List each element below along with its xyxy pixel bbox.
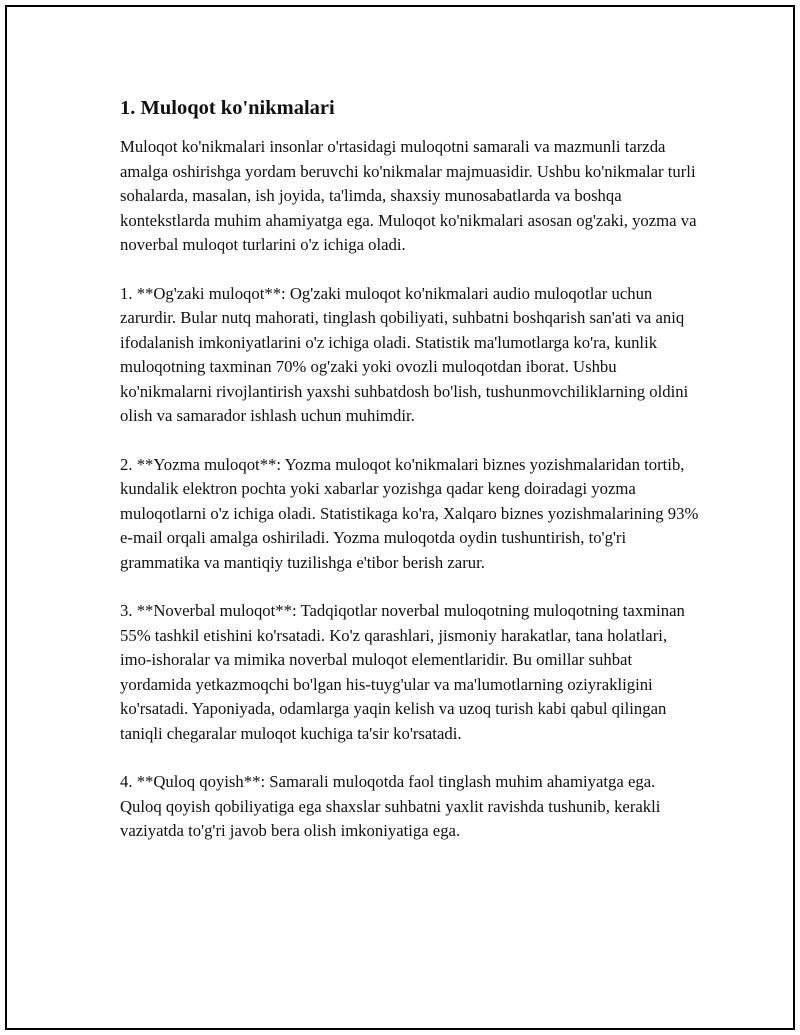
oral-communication-paragraph: 1. **Og'zaki muloqot**: Og'zaki muloqot ko'nikmalari audio muloqotlar uchun zarurdir. Bular nutq mahorati, tinglash qobiliyati, suhbatni boshqarish san'ati va aniq ifodalanish imkoniyatlarini o'z ichiga oladi. Statistik ma'lumotlarga ko'ra, kunlik muloqotning taxminan 70% og'zaki yoki ovozli muloqotdan iborat. Ushbu ko'nikmalarni rivojlantirish yaxshi suhbatdosh bo'lish, tushunmovchiliklarning oldini olish va samarador ishlash uchun muhimdir. [120,283,689,425]
written-communication-paragraph: 2. **Yozma muloqot**: Yozma muloqot ko'nikmalari biznes yozishmalaridan tortib, kundalik elektron pochta yoki xabarlar yozishga qadar keng doiradagi yozma muloqotlarni o'z ichiga oladi. Statistikaga ko'ra, Xalqaro biznes yozishmalarining 93% e-mail orqali amalga oshiriladi. Yozma muloqotda oydin tushuntirish, to'g'ri grammatika va mantiqiy tuzilishga e'tibor berish zarur. [120,454,699,572]
document-body [120,95,700,868]
section-heading: 1. Muloqot ko'nikmalari [120,97,335,119]
page-frame [5,5,795,1030]
listening-paragraph: 4. **Quloq qoyish**: Samarali muloqotda faol tinglash muhim ahamiyatga ega. Quloq qoyish qobiliyatiga ega shaxslar suhbatni yaxlit ravishda tushunib, kerakli vaziyatda to'g'ri javob bera olish imkoniyatiga ega. [120,772,661,840]
nonverbal-communication-paragraph: 3. **Noverbal muloqot**: Tadqiqotlar noverbal muloqotning muloqotning taxminan 55% tashkil etishini ko'rsatadi. Ko'z qarashlari, jismoniy harakatlar, tana holatlari, imo-ishoralar va mimika noverbal muloqot elementlaridir. Bu omillar suhbat yordamida yetkazmoqchi bo'lgan his-tuyg'ular va ma'lumotlarning oziyrakligini ko'rsatadi. Yaponiyada, odamlarga yaqin kelish va uzoq turish kabi qabul qilingan taniqli chegaralar muloqot kuchiga ta'sir ko'rsatadi. [120,601,685,743]
intro-paragraph: Muloqot ko'nikmalari insonlar o'rtasidagi muloqotni samarali va mazmunli tarzda amalga oshirishga yordam beruvchi ko'nikmalar majmuasidir. Ushbu ko'nikmalar turli sohalarda, masalan, ish joyida, ta'limda, shaxsiy munosabatlarda va boshqa kontekstlarda muhim ahamiyatga ega. Muloqot ko'nikmalari asosan og'zaki, yozma va noverbal muloqot turlarini o'z ichiga oladi. [120,137,697,254]
